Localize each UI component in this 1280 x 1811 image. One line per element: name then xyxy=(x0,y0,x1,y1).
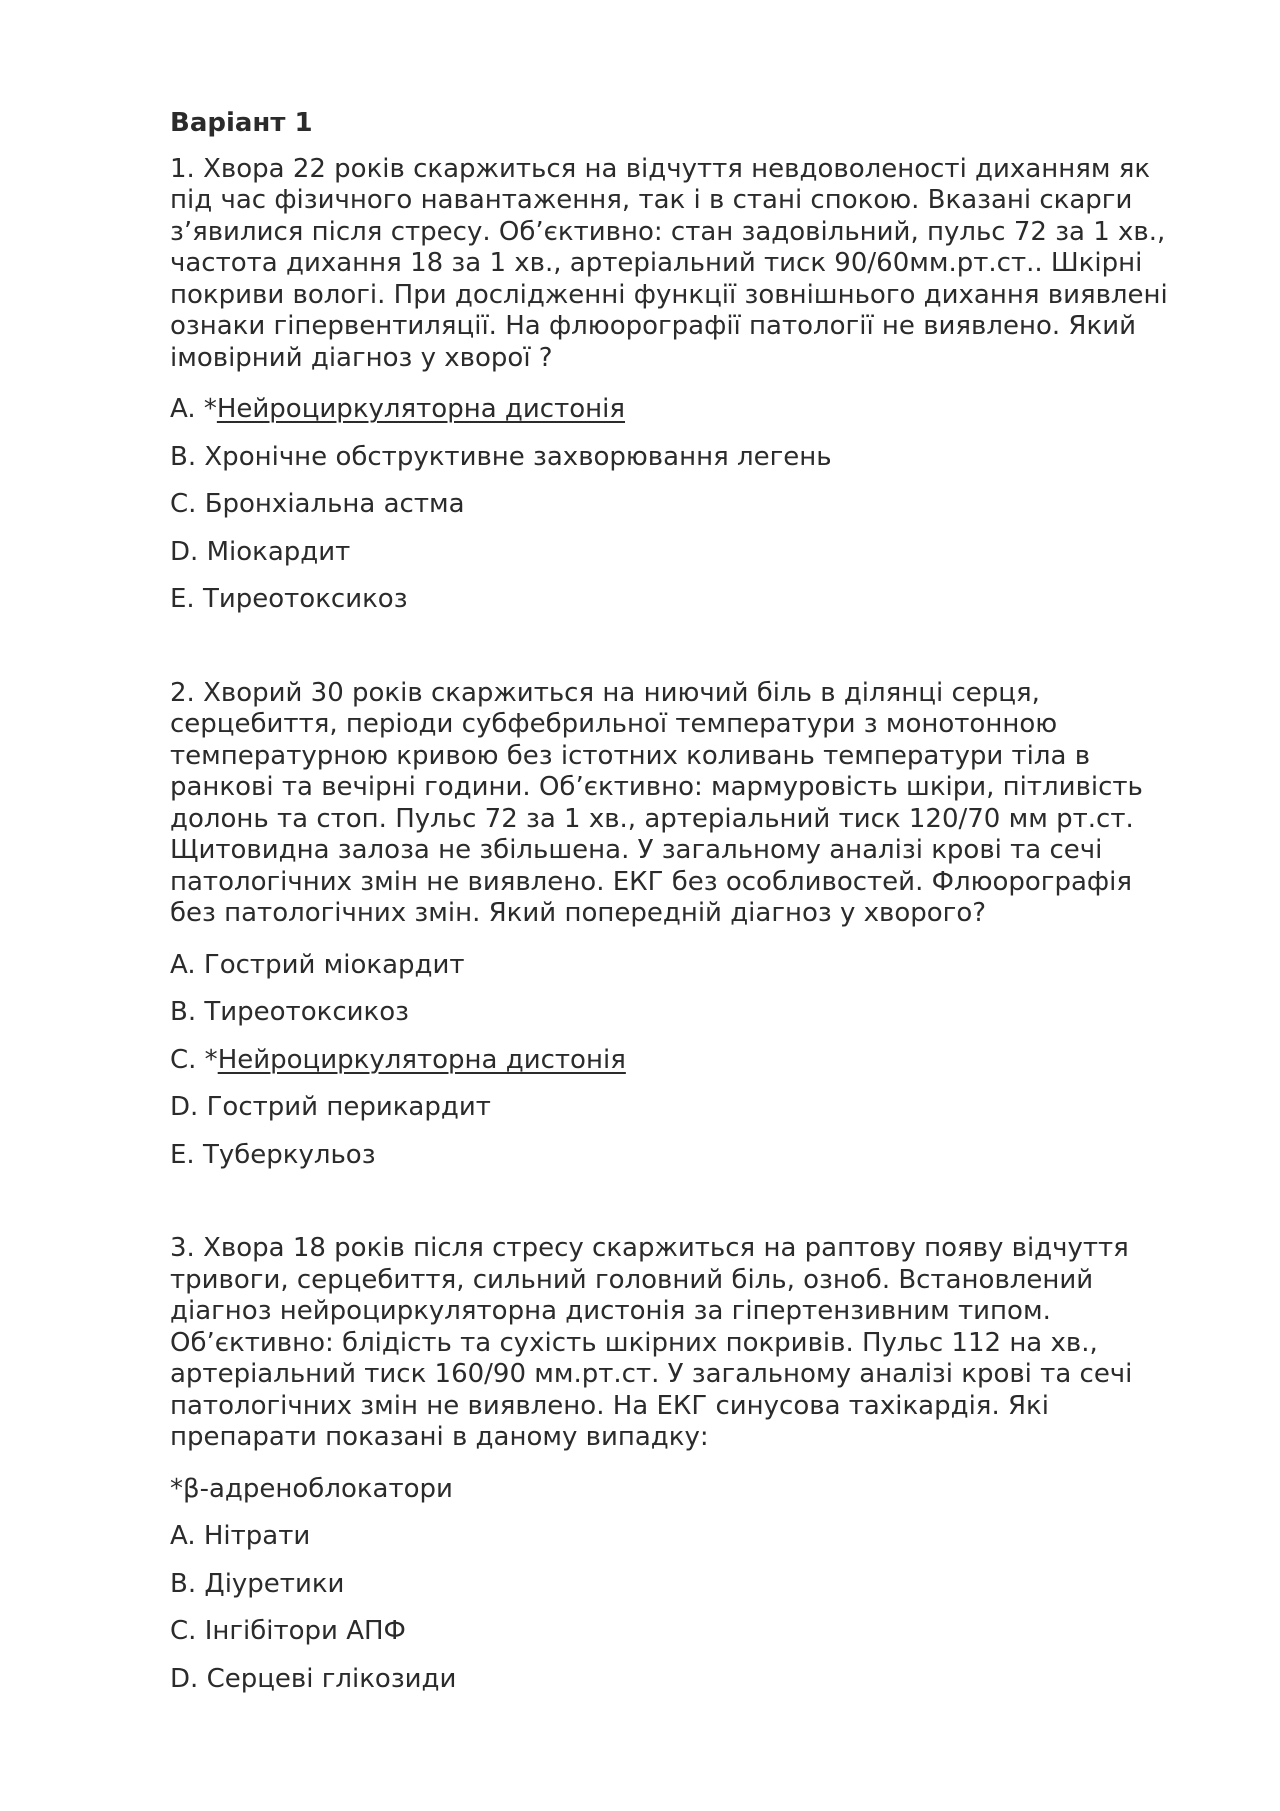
option-prefix: A. xyxy=(170,1521,204,1551)
option-text: Хронічне обструктивне захворювання легень xyxy=(204,441,832,472)
option-d xyxy=(170,1664,1180,1696)
question-3 xyxy=(170,1233,1180,1695)
option-prefix: E. xyxy=(170,1139,203,1170)
option-c xyxy=(170,489,1180,521)
option-a xyxy=(170,394,1180,426)
option-b xyxy=(170,442,1180,474)
option-a xyxy=(170,1521,1180,1553)
option-c xyxy=(170,1616,1180,1648)
question-2 xyxy=(170,678,1180,1172)
option-b xyxy=(170,997,1180,1029)
question-text: 2. Хворий 30 років скаржиться на ниючий біль в ділянці серця, серцебиття, періоди субфебрильної температури з монотонною температурною кривою без істотних коливань температури тіла в ранкові та вечірні години. Об’єктивно: мармуровість шкіри, пітливість долонь та стоп. Пульс 72 за 1 хв., артеріальний тиск 120/70 мм рт.ст. Щитовидна залоза не збільшена. У загальному аналізі крові та сечі патологічних змін не виявлено. ЕКГ без особливостей. Флюорографія без патологічних змін. Який попередній діагноз у хворого? xyxy=(170,677,1143,928)
option-prefix: D. xyxy=(170,1663,207,1694)
option-prefix: B. xyxy=(170,997,205,1027)
option-text-correct: Нейроциркуляторна дистонія xyxy=(216,394,626,424)
option-a xyxy=(170,950,1180,982)
option-text: *β-адреноблокатори xyxy=(170,1473,453,1504)
option-c xyxy=(170,1045,1180,1077)
document-page xyxy=(170,108,1180,1711)
option-text: Міокардит xyxy=(206,536,351,567)
option-text: Серцеві глікозиди xyxy=(206,1663,457,1694)
option-prefix: C. * xyxy=(170,1044,218,1075)
option-answer xyxy=(170,1474,1180,1506)
option-e xyxy=(170,584,1180,616)
question-text: 1. Хвора 22 років скаржиться на відчуття невдоволеності диханням як під час фізичного навантаження, так і в стані спокою. Вказані скарги з’явилися після стресу. Об’єктивно: стан задовільний, пульс 72 за 1 хв., частота дихання 18 за 1 хв., артеріальний тиск 90/60мм.рт.ст.. Шкірні покриви вологі. При дослідженні функції зовнішнього дихання виявлені ознаки гіпервентиляції. На флюорографії патології не виявлено. Який імовірний діагноз у хворої ? xyxy=(170,153,1168,373)
option-prefix: A. xyxy=(170,949,204,980)
option-text: Туберкульоз xyxy=(202,1139,376,1170)
option-prefix: C. xyxy=(170,1616,205,1646)
option-prefix: C. xyxy=(170,489,205,519)
option-d xyxy=(170,1092,1180,1124)
option-prefix: E. xyxy=(170,584,203,614)
option-d xyxy=(170,537,1180,569)
question-text: 3. Хвора 18 років після стресу скаржиться на раптову появу відчуття тривоги, серцебиття, сильний головний біль, озноб. Встановлений діагноз нейроциркуляторна дистонія за гіпертензивним типом. Об’єктивно: блідість та сухість шкірних покривів. Пульс 112 на хв., артеріальний тиск 160/90 мм.рт.ст. У загальному аналізі крові та сечі патологічних змін не виявлено. На ЕКГ синусова тахікардія. Які препарати показані в даному випадку: xyxy=(170,1233,1133,1452)
option-text: Тиреотоксикоз xyxy=(204,997,409,1027)
option-prefix: B. xyxy=(170,441,205,472)
option-text: Інгібітори АПФ xyxy=(204,1616,406,1646)
option-text: Гострий перикардит xyxy=(206,1092,491,1122)
option-text: Тиреотоксикоз xyxy=(202,584,408,614)
option-text-correct: Нейроциркуляторна дистонія xyxy=(217,1044,626,1075)
option-b xyxy=(170,1569,1180,1601)
option-prefix: D. xyxy=(170,536,207,567)
option-text: Нітрати xyxy=(203,1521,311,1551)
question-1 xyxy=(170,154,1180,616)
option-text: Гострий міокардит xyxy=(203,949,465,980)
option-prefix: A. * xyxy=(170,394,217,424)
page-title: Варіант 1 xyxy=(170,108,313,138)
option-text: Бронхіальна астма xyxy=(204,489,465,519)
option-prefix: B. xyxy=(170,1568,205,1599)
option-e xyxy=(170,1140,1180,1172)
option-text: Діуретики xyxy=(204,1568,345,1599)
option-prefix: D. xyxy=(170,1092,207,1122)
